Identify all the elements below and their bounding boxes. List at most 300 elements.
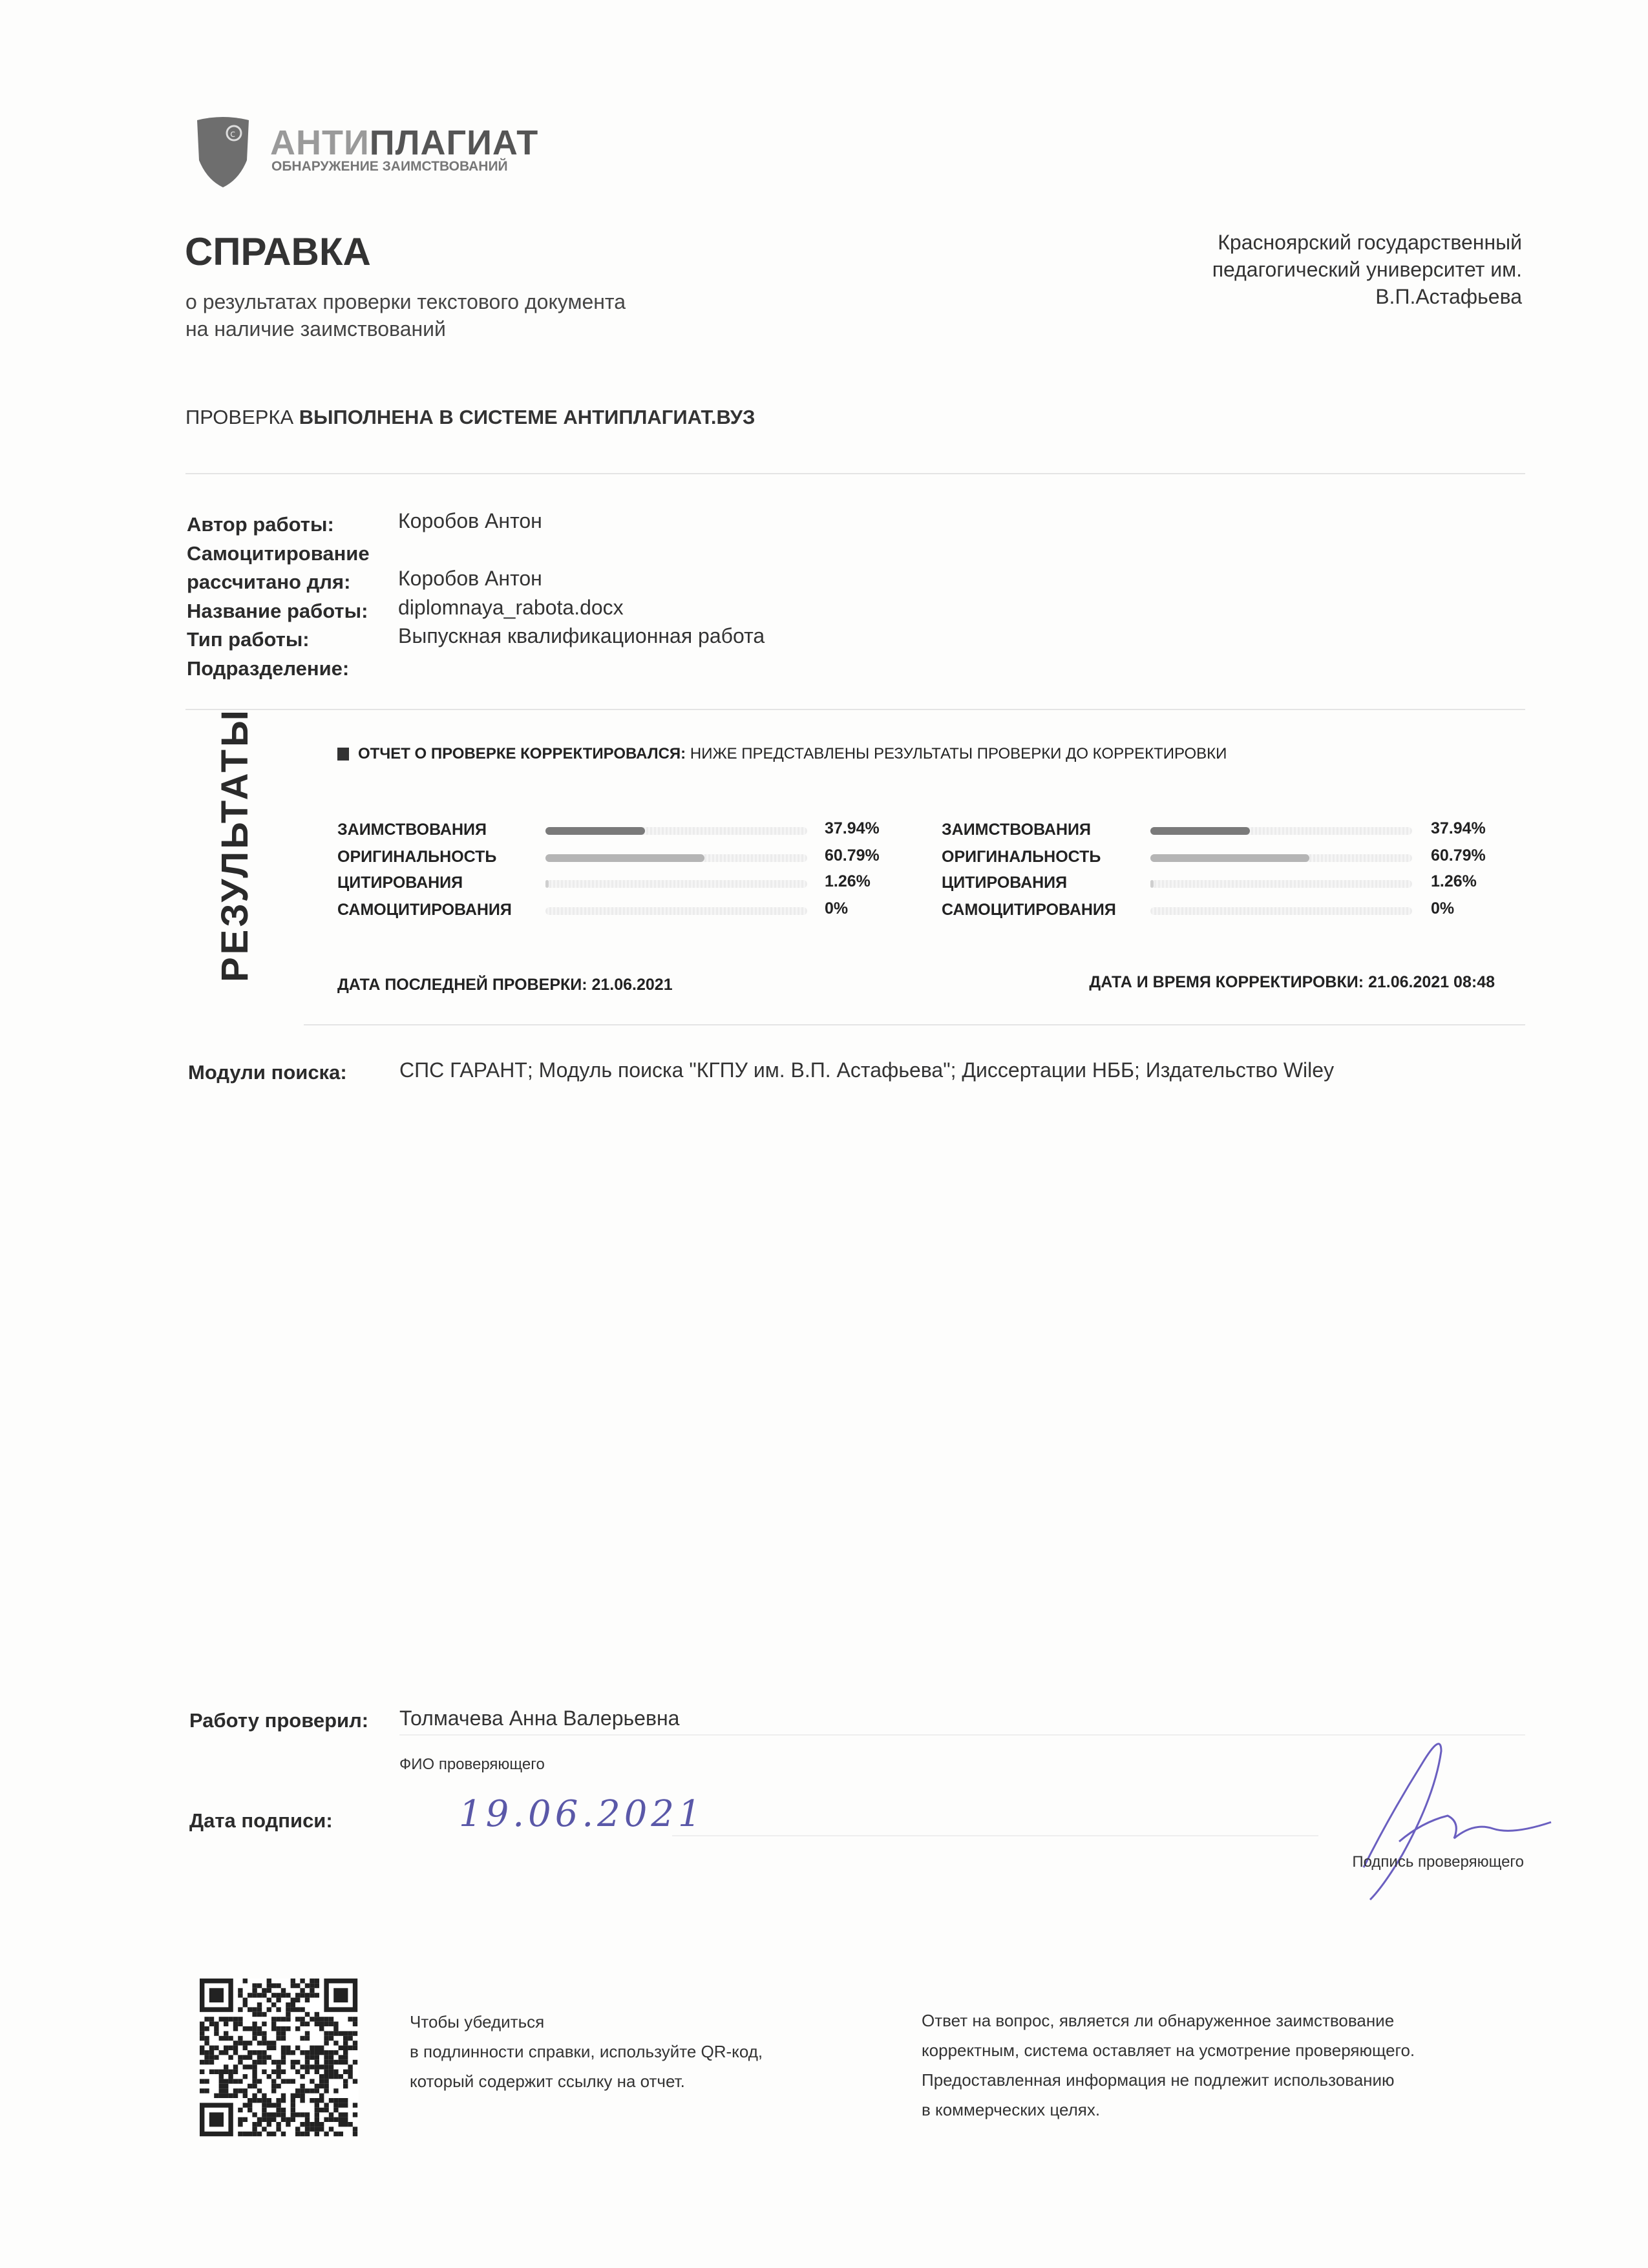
logo-name-light: АНТИ <box>270 123 370 162</box>
qr-module <box>276 1993 280 1997</box>
qr-module <box>286 2007 290 2011</box>
qr-module <box>252 2064 257 2069</box>
qr-module <box>276 1983 280 1988</box>
qr-module <box>300 2007 304 2011</box>
qr-module <box>319 2026 324 2031</box>
qr-module <box>252 2022 257 2026</box>
qr-module <box>343 2079 348 2083</box>
qr-module <box>224 2094 228 2098</box>
qr-module <box>291 2007 295 2011</box>
qr-module <box>214 2055 218 2059</box>
qr-module <box>204 2036 209 2041</box>
qr-module <box>339 2031 343 2035</box>
qr-module <box>262 2103 266 2107</box>
qr-module <box>295 2007 300 2011</box>
qr-module <box>319 2079 324 2083</box>
field-row <box>187 624 765 655</box>
qr-module <box>276 2031 280 2035</box>
qr-module <box>271 2117 276 2122</box>
qr-module <box>281 2108 286 2112</box>
qr-module <box>291 1998 295 2002</box>
qr-module <box>343 2098 348 2103</box>
field-value: Выпускная квалификационная работа <box>398 624 765 647</box>
qr-module <box>276 2007 280 2011</box>
qr-module <box>291 2064 295 2069</box>
qr-module <box>252 2060 257 2064</box>
qr-module <box>248 2041 252 2045</box>
qr-module <box>262 2055 266 2059</box>
qr-module <box>262 2041 266 2045</box>
qr-module <box>262 2112 266 2117</box>
qr-module <box>339 2074 343 2079</box>
metric-value: 1.26% <box>825 872 871 890</box>
qr-module <box>233 2046 238 2050</box>
qr-module <box>281 2117 286 2122</box>
qr-module <box>271 2026 276 2031</box>
qr-module <box>315 2064 319 2069</box>
qr-module <box>343 2084 348 2088</box>
qr-module <box>267 1983 271 1988</box>
correction-date: ДАТА И ВРЕМЯ КОРРЕКТИРОВКИ: 21.06.2021 08:48 <box>1089 973 1495 991</box>
qr-module <box>291 1979 295 1983</box>
qr-module <box>339 2060 343 2064</box>
field-row <box>187 540 370 569</box>
qr-code[interactable] <box>200 1979 359 2140</box>
qr-module <box>252 2126 257 2131</box>
metric-bar <box>1150 854 1412 862</box>
qr-module <box>238 2060 242 2064</box>
qr-module <box>248 2007 252 2011</box>
qr-module <box>315 2022 319 2026</box>
qr-module <box>267 2117 271 2122</box>
qr-module <box>238 2007 242 2011</box>
qr-module <box>305 2117 310 2122</box>
qr-module <box>209 2017 214 2021</box>
qr-module <box>281 1993 286 1997</box>
field-row <box>187 595 624 626</box>
qr-module <box>348 2074 352 2079</box>
qr-module <box>305 2132 310 2136</box>
footer-line: в подлинности справки, используйте QR-код, <box>410 2042 763 2061</box>
qr-module <box>348 2064 352 2069</box>
qr-module <box>339 2112 343 2117</box>
qr-module <box>228 2074 233 2079</box>
qr-module <box>271 2017 276 2021</box>
qr-module <box>348 2070 352 2074</box>
qr-module <box>286 2050 290 2055</box>
qr-module <box>291 2103 295 2107</box>
sign-date-handwritten: 19.06.2021 <box>459 1793 705 1835</box>
qr-module <box>329 2126 333 2131</box>
qr-module <box>262 2108 266 2112</box>
qr-module <box>315 2117 319 2122</box>
metric-bar <box>1150 827 1412 835</box>
organization-line: педагогический университет им. <box>1212 258 1522 281</box>
qr-module <box>333 2070 338 2074</box>
qr-module <box>200 2036 204 2041</box>
qr-module <box>252 2036 257 2041</box>
qr-module <box>233 2026 238 2031</box>
qr-module <box>305 2055 310 2059</box>
qr-module <box>353 2046 357 2050</box>
metric-label: САМОЦИТИРОВАНИЯ <box>337 901 512 919</box>
qr-module <box>315 2122 319 2126</box>
qr-module <box>286 2017 290 2021</box>
metric-value: 37.94% <box>825 819 880 837</box>
qr-module <box>324 2088 328 2093</box>
qr-module <box>295 2112 300 2117</box>
qr-module <box>243 2046 248 2050</box>
qr-module <box>333 2022 338 2026</box>
qr-module <box>315 2103 319 2107</box>
qr-module <box>281 2094 286 2098</box>
qr-module <box>219 2070 224 2074</box>
qr-module <box>286 2046 290 2050</box>
qr-module <box>281 2036 286 2041</box>
qr-module <box>324 2070 328 2074</box>
qr-module <box>281 2070 286 2074</box>
qr-module <box>257 2041 262 2045</box>
qr-module <box>329 2060 333 2064</box>
modules-value: СПС ГАРАНТ; Модуль поиска "КГПУ им. В.П. Астафьева"; Диссертации НББ; Издательство Wiley <box>399 1058 1335 1082</box>
qr-module <box>339 2098 343 2103</box>
qr-module <box>243 2055 248 2059</box>
qr-module <box>286 2002 290 2007</box>
qr-module <box>224 2070 228 2074</box>
qr-module <box>248 2108 252 2112</box>
qr-module <box>233 2022 238 2026</box>
metric-bar-fill <box>1150 880 1154 888</box>
qr-module <box>271 2002 276 2007</box>
qr-module <box>262 2070 266 2074</box>
qr-module <box>300 1993 304 1997</box>
qr-module <box>214 2026 218 2031</box>
qr-module <box>333 2117 338 2122</box>
qr-module <box>238 2017 242 2021</box>
qr-module <box>300 2022 304 2026</box>
qr-module <box>276 2070 280 2074</box>
qr-module <box>243 1979 248 1983</box>
field-label: Самоцитирование <box>187 541 370 565</box>
qr-module <box>262 2094 266 2098</box>
qr-module <box>271 2070 276 2074</box>
qr-module <box>271 2132 276 2136</box>
qr-module <box>310 2088 314 2093</box>
qr-module <box>310 2055 314 2059</box>
qr-module <box>257 2122 262 2126</box>
qr-module <box>271 2084 276 2088</box>
qr-module <box>310 2064 314 2069</box>
footer-line: который содержит ссылку на отчет. <box>410 2072 685 2091</box>
qr-module <box>333 2098 338 2103</box>
qr-module <box>286 2026 290 2031</box>
qr-module <box>300 2122 304 2126</box>
qr-module <box>238 2036 242 2041</box>
qr-module <box>219 2050 224 2055</box>
qr-module <box>252 2007 257 2011</box>
qr-module <box>204 2017 209 2021</box>
qr-module <box>228 2094 233 2098</box>
qr-module <box>238 2117 242 2122</box>
qr-module <box>248 2098 252 2103</box>
qr-module <box>343 2041 348 2045</box>
qr-module <box>233 2050 238 2055</box>
metric-bar <box>1150 880 1412 888</box>
qr-module <box>252 1983 257 1988</box>
qr-module <box>243 2088 248 2093</box>
qr-module <box>267 1979 271 1983</box>
qr-module <box>310 2122 314 2126</box>
field-label: рассчитано для: <box>187 571 351 593</box>
qr-module <box>257 2026 262 2031</box>
qr-module <box>267 1988 271 1993</box>
field-label: Подразделение: <box>187 656 350 680</box>
qr-module <box>257 2098 262 2103</box>
qr-module <box>339 2122 343 2126</box>
metric-bar <box>545 880 807 888</box>
qr-module <box>305 2031 310 2035</box>
qr-module <box>267 2103 271 2107</box>
qr-module <box>276 2017 280 2021</box>
qr-module <box>324 2074 328 2079</box>
metric-value: 0% <box>825 899 849 918</box>
qr-module <box>238 2108 242 2112</box>
qr-module <box>324 2031 328 2035</box>
qr-module <box>243 2064 248 2069</box>
qr-module <box>348 2046 352 2050</box>
footer-line: Чтобы убедиться <box>410 2012 545 2032</box>
qr-module <box>291 2112 295 2117</box>
qr-module <box>248 2084 252 2088</box>
qr-module <box>305 2012 310 2017</box>
qr-module <box>315 1983 319 1988</box>
qr-module <box>300 2088 304 2093</box>
qr-module <box>310 1979 314 1983</box>
qr-module <box>257 2002 262 2007</box>
qr-module <box>224 2079 228 2083</box>
qr-module <box>291 2117 295 2122</box>
qr-module <box>295 1998 300 2002</box>
qr-module <box>224 2046 228 2050</box>
qr-module <box>238 1988 242 1993</box>
divider <box>185 473 1525 474</box>
square-icon <box>337 748 349 761</box>
qr-module <box>276 2112 280 2117</box>
qr-module <box>281 2055 286 2059</box>
qr-module <box>286 2012 290 2017</box>
qr-module <box>315 2126 319 2131</box>
qr-module <box>214 2031 218 2035</box>
qr-module <box>214 2022 218 2026</box>
qr-module <box>252 2122 257 2126</box>
qr-module <box>252 2070 257 2074</box>
qr-module <box>262 2126 266 2131</box>
qr-module <box>310 2098 314 2103</box>
qr-module <box>257 2007 262 2011</box>
qr-module <box>353 2126 357 2131</box>
qr-module <box>276 2026 280 2031</box>
organization <box>1212 229 1522 310</box>
qr-module <box>262 1988 266 1993</box>
metric-label: САМОЦИТИРОВАНИЯ <box>942 901 1116 919</box>
qr-module <box>248 2026 252 2031</box>
qr-module <box>324 2117 328 2122</box>
subtitle <box>185 288 626 342</box>
qr-module <box>295 2088 300 2093</box>
qr-finder <box>324 1979 357 2012</box>
metric-bar-fill <box>1150 827 1250 835</box>
qr-module <box>333 2060 338 2064</box>
qr-module <box>291 2002 295 2007</box>
divider <box>185 709 1525 710</box>
qr-module <box>324 2055 328 2059</box>
qr-module <box>339 2103 343 2107</box>
qr-module <box>267 2098 271 2103</box>
qr-module <box>343 2031 348 2035</box>
metric-label: ОРИГИНАЛЬНОСТЬ <box>942 848 1101 866</box>
qr-module <box>343 2050 348 2055</box>
metric-label: ЦИТИРОВАНИЯ <box>337 874 463 892</box>
qr-module <box>319 2094 324 2098</box>
qr-module <box>243 2103 248 2107</box>
qr-module <box>209 2055 214 2059</box>
qr-module <box>243 2117 248 2122</box>
metric-bar-fill <box>545 827 645 835</box>
qr-module <box>343 2070 348 2074</box>
qr-module <box>224 2088 228 2093</box>
sign-date-label: Дата подписи: <box>189 1809 333 1832</box>
qr-module <box>276 2108 280 2112</box>
qr-module <box>281 2017 286 2021</box>
metric-value: 37.94% <box>1431 819 1486 837</box>
qr-module <box>252 2074 257 2079</box>
metric-value: 60.79% <box>825 846 880 865</box>
footer-line: в коммерческих целях. <box>922 2100 1101 2119</box>
qr-module <box>291 1983 295 1988</box>
qr-module <box>295 2026 300 2031</box>
qr-module <box>257 2132 262 2136</box>
qr-module <box>291 2098 295 2103</box>
qr-module <box>353 2060 357 2064</box>
qr-module <box>310 2079 314 2083</box>
qr-module <box>252 2098 257 2103</box>
signature-icon <box>1344 1725 1564 1906</box>
qr-module <box>319 2074 324 2079</box>
qr-module <box>243 2094 248 2098</box>
qr-module <box>305 2060 310 2064</box>
qr-module <box>200 2022 204 2026</box>
qr-module <box>267 1998 271 2002</box>
qr-module <box>329 2074 333 2079</box>
qr-module <box>333 2050 338 2055</box>
qr-module <box>219 2079 224 2083</box>
qr-module <box>305 1993 310 1997</box>
qr-module <box>305 2064 310 2069</box>
logo-shield-icon <box>194 115 252 189</box>
qr-module <box>248 2132 252 2136</box>
qr-module <box>228 2036 233 2041</box>
qr-module <box>219 2074 224 2079</box>
qr-module <box>209 2050 214 2055</box>
qr-module <box>276 1998 280 2002</box>
qr-module <box>310 1993 314 1997</box>
qr-module <box>224 2064 228 2069</box>
qr-module <box>333 2031 338 2035</box>
qr-module <box>291 2108 295 2112</box>
divider <box>672 1835 1318 1836</box>
qr-module <box>204 2060 209 2064</box>
qr-module <box>243 2074 248 2079</box>
qr-module <box>262 2031 266 2035</box>
qr-module <box>315 2084 319 2088</box>
logo-tagline: ОБНАРУЖЕНИЕ ЗАИМСТВОВАНИЙ <box>271 159 508 174</box>
divider <box>304 1024 1525 1025</box>
qr-module <box>333 2041 338 2045</box>
qr-module <box>281 2112 286 2117</box>
qr-module <box>267 2007 271 2011</box>
qr-module <box>319 2084 324 2088</box>
field-label: Автор работы: <box>187 513 334 536</box>
field-row <box>187 655 370 684</box>
qr-module <box>204 2026 209 2031</box>
qr-module <box>267 2046 271 2050</box>
qr-module <box>267 2055 271 2059</box>
qr-module <box>295 1993 300 1997</box>
metric-value: 0% <box>1431 899 1455 918</box>
qr-module <box>281 2079 286 2083</box>
qr-module <box>324 2084 328 2088</box>
qr-module <box>343 2055 348 2059</box>
qr-module <box>248 2103 252 2107</box>
qr-module <box>267 2074 271 2079</box>
qr-module <box>315 2132 319 2136</box>
organization-line: В.П.Астафьева <box>1375 285 1522 308</box>
qr-module <box>319 2022 324 2026</box>
qr-module <box>343 2046 348 2050</box>
metric-value: 1.26% <box>1431 872 1477 890</box>
qr-module <box>286 1993 290 1997</box>
qr-module <box>324 2017 328 2021</box>
metric-bar-fill <box>545 854 704 862</box>
qr-module <box>295 2070 300 2074</box>
qr-module <box>305 2122 310 2126</box>
qr-module <box>209 2022 214 2026</box>
qr-module <box>238 2122 242 2126</box>
qr-module <box>276 2074 280 2079</box>
qr-module <box>204 2041 209 2045</box>
qr-module <box>310 2017 314 2021</box>
qr-module <box>238 1993 242 1997</box>
qr-module <box>324 2108 328 2112</box>
qr-module <box>343 2060 348 2064</box>
field-label: Тип работы: <box>187 628 310 651</box>
qr-module <box>267 2122 271 2126</box>
qr-module <box>271 2112 276 2117</box>
qr-module <box>204 2088 209 2093</box>
qr-module <box>324 2064 328 2069</box>
qr-module <box>348 2036 352 2041</box>
qr-module <box>267 2112 271 2117</box>
qr-finder <box>200 2103 233 2136</box>
qr-module <box>329 2064 333 2069</box>
qr-module <box>200 2070 204 2074</box>
qr-module <box>214 2046 218 2050</box>
system-line-bold: ВЫПОЛНЕНА В СИСТЕМЕ АНТИПЛАГИАТ.ВУЗ <box>299 406 755 428</box>
qr-module <box>257 2012 262 2017</box>
qr-module <box>333 2026 338 2031</box>
qr-module <box>329 2098 333 2103</box>
results-note-rest: НИЖЕ ПРЕДСТАВЛЕНЫ РЕЗУЛЬТАТЫ ПРОВЕРКИ ДО КОРРЕКТИРОВКИ <box>686 745 1227 762</box>
